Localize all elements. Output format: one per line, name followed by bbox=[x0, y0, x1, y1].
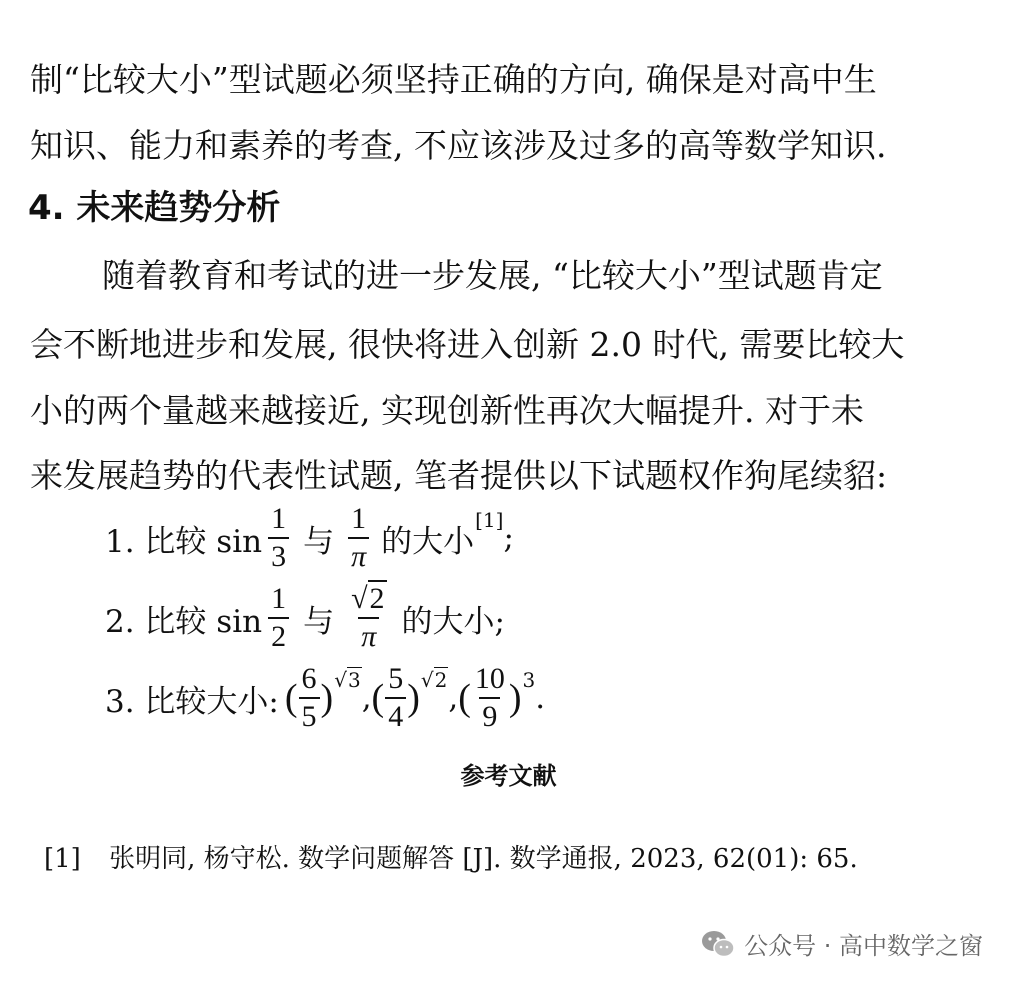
item-prefix: 3. 比较大小: bbox=[105, 683, 279, 720]
item-connector: 与 bbox=[303, 523, 335, 560]
fraction-denominator: π bbox=[348, 537, 369, 572]
wechat-icon bbox=[700, 929, 736, 959]
body-text-line: 来发展趋势的代表性试题, 笔者提供以下试题权作狗尾续貂: bbox=[30, 456, 888, 495]
left-paren: ( bbox=[284, 677, 298, 719]
fraction-numerator: 1 bbox=[351, 502, 367, 535]
square-root-sign: √ bbox=[351, 582, 368, 615]
right-paren: ) bbox=[320, 677, 334, 719]
left-paren: ( bbox=[458, 677, 471, 719]
body-text-line: 会不断地进步和发展, 很快将进入创新 2.0 时代, 需要比较大 bbox=[30, 325, 905, 364]
fraction bbox=[268, 584, 289, 652]
body-text-line: 制“比较大小”型试题必须坚持正确的方向, 确保是对高中生 bbox=[30, 60, 877, 99]
fraction-numerator: 10 bbox=[474, 662, 505, 695]
fraction-denominator: 4 bbox=[385, 697, 406, 732]
item-suffix: 的大小 bbox=[381, 523, 475, 560]
radicand: 2 bbox=[434, 668, 448, 692]
radicand: 2 bbox=[369, 582, 385, 615]
fraction-numerator: 1 bbox=[271, 502, 287, 535]
item-prefix: 2. 比较 sin bbox=[105, 603, 263, 640]
fraction-numerator: 1 bbox=[271, 582, 287, 615]
fraction-denominator: 3 bbox=[268, 537, 289, 572]
fraction-denominator: 9 bbox=[479, 697, 500, 732]
fraction bbox=[299, 664, 320, 732]
fraction-denominator: 5 bbox=[299, 697, 320, 732]
reference-entry bbox=[44, 838, 858, 875]
fraction bbox=[348, 504, 369, 572]
references-title: 参考文献 bbox=[460, 762, 557, 790]
item-prefix: 1. 比较 sin bbox=[105, 523, 263, 560]
fraction bbox=[348, 584, 389, 652]
body-text-line: 小的两个量越来越接近, 实现创新性再次大幅提升. 对于未 bbox=[30, 391, 864, 430]
exercise-item-1 bbox=[105, 504, 514, 572]
exponent bbox=[421, 668, 448, 692]
fraction bbox=[472, 664, 508, 732]
watermark bbox=[700, 926, 983, 961]
fraction bbox=[385, 664, 406, 732]
fraction bbox=[268, 504, 289, 572]
watermark-text: 公众号 · 高中数学之窗 bbox=[744, 932, 983, 960]
comma: , bbox=[448, 680, 459, 716]
fraction-numerator bbox=[348, 584, 389, 617]
body-text-line: 随着教育和考试的进一步发展, “比较大小”型试题肯定 bbox=[102, 256, 883, 295]
item-end: ; bbox=[503, 520, 514, 556]
comma: , bbox=[361, 680, 372, 716]
fraction-denominator: 2 bbox=[268, 617, 289, 652]
exponent: 3 bbox=[522, 668, 536, 692]
fraction-numerator: 5 bbox=[388, 662, 404, 695]
right-paren: ) bbox=[508, 677, 522, 719]
item-suffix: 的大小; bbox=[401, 603, 505, 640]
fraction-denominator: π bbox=[358, 617, 379, 652]
citation-marker: [1] bbox=[475, 508, 504, 532]
left-paren: ( bbox=[371, 677, 385, 719]
exercise-item-3 bbox=[105, 664, 545, 732]
fraction-numerator: 6 bbox=[301, 662, 317, 695]
section-heading: 4. 未来趋势分析 bbox=[28, 188, 281, 228]
square-root-sign: √ bbox=[420, 668, 434, 692]
radicand: 3 bbox=[347, 668, 361, 692]
body-text-line: 知识、能力和素养的考查, 不应该涉及过多的高等数学知识. bbox=[30, 126, 887, 165]
exponent bbox=[334, 668, 361, 692]
item-connector: 与 bbox=[303, 603, 335, 640]
reference-number: [1] bbox=[44, 844, 81, 874]
exercise-item-2 bbox=[105, 584, 505, 652]
square-root-sign: √ bbox=[334, 668, 347, 692]
right-paren: ) bbox=[407, 677, 420, 719]
reference-text: 张明同, 杨守松. 数学问题解答 [J]. 数学通报, 2023, 62(01): 65. bbox=[109, 844, 858, 874]
item-end: . bbox=[535, 680, 546, 716]
